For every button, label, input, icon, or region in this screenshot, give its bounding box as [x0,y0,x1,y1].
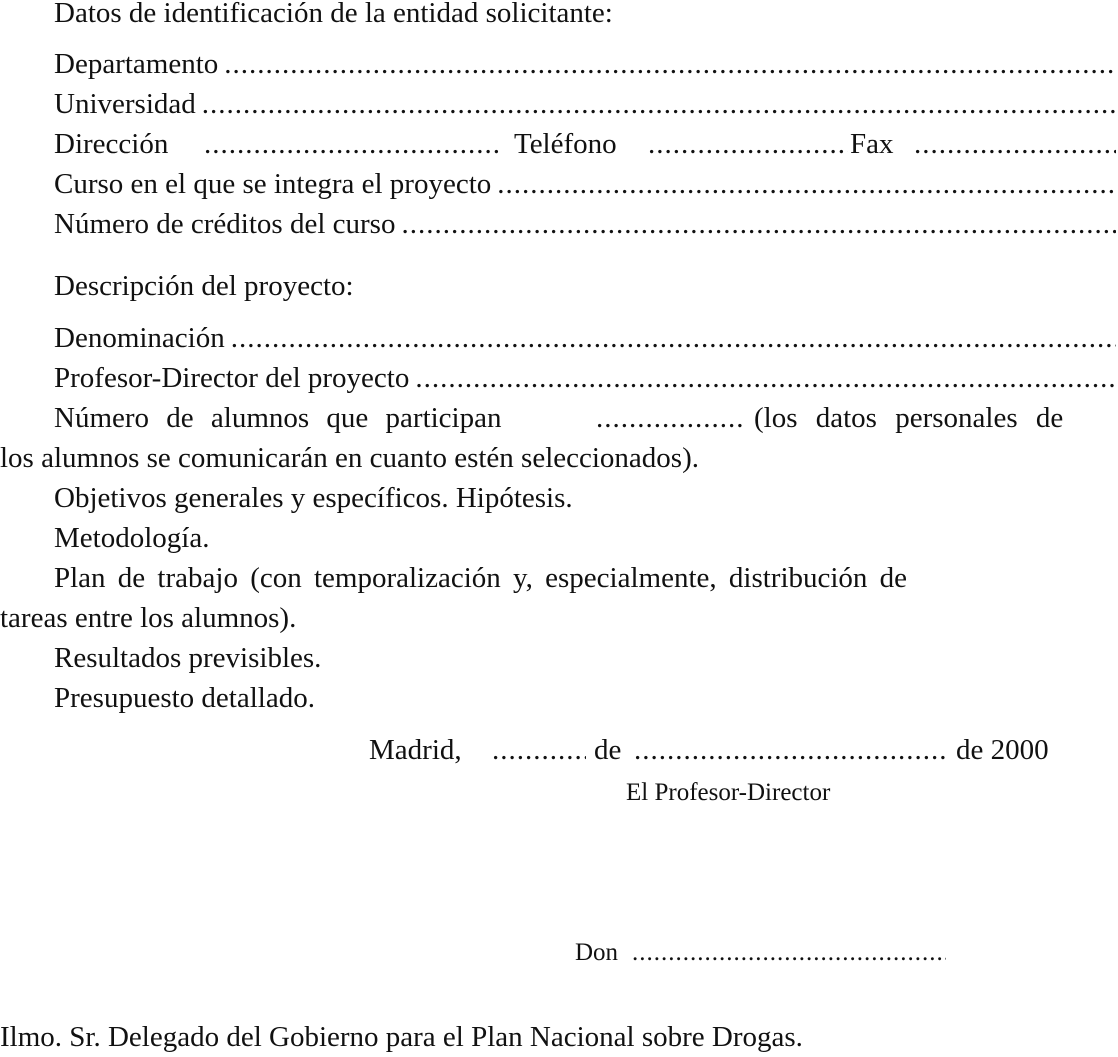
item-metodologia: Metodología. [54,522,210,554]
field-denominacion [54,321,1116,355]
signature-year: de 2000 [956,734,1049,766]
signature-place: Madrid, [369,734,462,766]
heading-proyecto: Descripción del proyecto: [54,270,354,302]
item-plan-a: Plan de trabajo (con temporalización y, especialmente, distribución de [54,562,908,594]
item-plan-b: tareas entre los alumnos). [0,602,297,634]
label-fax: Fax [850,128,894,160]
fill-line-don[interactable] [632,936,946,970]
signature-don: Don [575,939,619,966]
label-direccion: Dirección [54,128,169,160]
fill-line-direccion[interactable] [204,127,502,161]
item-objetivos: Objetivos generales y específicos. Hipótesis. [54,482,573,514]
fill-line-day[interactable] [492,733,586,767]
fill-line-profesor-director[interactable] [415,361,1116,395]
item-presupuesto: Presupuesto detallado. [54,682,315,714]
fill-line-curso[interactable] [497,167,1116,201]
item-resultados: Resultados previsibles. [54,642,322,674]
heading-entidad: Datos de identificación de la entidad solicitante: [54,0,613,29]
addressee: Ilmo. Sr. Delegado del Gobierno para el Plan Nacional sobre Drogas. [0,1021,803,1053]
fill-line-universidad[interactable] [202,87,1116,121]
fill-line-alumnos[interactable] [596,401,744,435]
fill-line-creditos[interactable] [401,207,1116,241]
fill-line-fax[interactable] [914,127,1116,161]
fill-line-telefono[interactable] [648,127,848,161]
field-departamento [54,47,1116,81]
label-creditos: Número de créditos del curso [54,208,396,240]
field-universidad [54,87,1116,121]
field-profesor-director [54,361,1116,395]
label-curso: Curso en el que se integra el proyecto [54,168,492,200]
label-denominacion: Denominación [54,322,225,354]
field-curso [54,167,1116,201]
fill-line-month[interactable] [634,733,948,767]
field-creditos [54,207,1116,241]
fill-line-departamento[interactable] [224,47,1116,81]
label-universidad: Universidad [54,88,196,120]
label-alumnos: Número de alumnos que participan [54,402,502,434]
signature-de: de [594,734,622,766]
fill-line-denominacion[interactable] [231,321,1116,355]
label-telefono: Teléfono [514,128,617,160]
label-profesor-director: Profesor-Director del proyecto [54,362,410,394]
note-alumnos-b: los alumnos se comunicarán en cuanto estén seleccionados). [0,442,699,474]
note-alumnos-a: (los datos personales de [754,402,1064,434]
signature-role: El Profesor-Director [626,779,831,806]
label-departamento: Departamento [54,48,219,80]
